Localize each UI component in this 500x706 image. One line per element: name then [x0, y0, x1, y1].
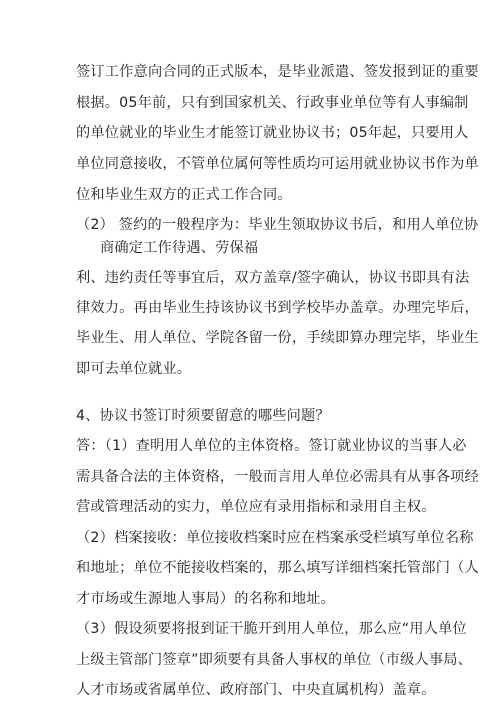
text-line: 上级主管部门签章”即须要有具备人事权的单位（市级人事局、: [76, 652, 473, 668]
text-line: 答：（1）查明用人单位的主体资格。签订就业协议的当事人必: [76, 438, 467, 454]
text-line: 单位同意接收，不管单位属何等性质均可运用就业协议书作为单: [76, 156, 479, 172]
text-line: 的单位就业的毕业生才能签订就业协议书；05年起，只要用人: [76, 125, 469, 141]
text-line: 商确定工作待遇、劳保福: [100, 240, 259, 256]
text-line: （2） 签约的一般程序为：毕业生领取协议书后，和用人单位协: [76, 217, 479, 233]
text-line: 根据。05年前，只有到国家机关、行政事业单位等有人事编制: [76, 95, 469, 111]
text-line: 位和毕业生双方的正式工作合同。: [76, 187, 292, 203]
text-line: 毕业生、用人单位、学院各留一份，手续即算办理完毕，毕业生: [76, 330, 479, 346]
text-line: 营或管理活动的实力，单位应有录用指标和录用自主权。: [76, 499, 436, 515]
text-line: 即可去单位就业。: [76, 361, 192, 377]
text-line: 人才市场或省属单位、政府部门、中央直属机构）盖章。: [76, 682, 436, 698]
text-line: 才市场或生源地人事局）的名称和地址。: [76, 591, 335, 607]
text-line: 签订工作意向合同的正式版本，是毕业派遣、签发报到证的重要: [76, 64, 479, 80]
text-line: 利、违约责任等事宜后，双方盖章/签字确认，协议书即具有法: [76, 270, 470, 286]
section-heading: 4、协议书签订时须要留意的哪些问题？: [76, 408, 330, 424]
text-line: 需具备合法的主体资格，一般而言用人单位必需具有从事各项经: [76, 469, 479, 485]
text-line: （2）档案接收：单位接收档案时应在档案承受栏填写单位名称: [76, 530, 474, 546]
text-line: 律效力。再由毕业生持该协议书到学校毕办盖章。办理完毕后，: [76, 300, 479, 316]
text-line: 和地址；单位不能接收档案的，那么填写详细档案托管部门（人: [76, 560, 479, 576]
text-line: （3）假设须要将报到证干脆开到用人单位，那么应“用人单位: [76, 621, 467, 637]
